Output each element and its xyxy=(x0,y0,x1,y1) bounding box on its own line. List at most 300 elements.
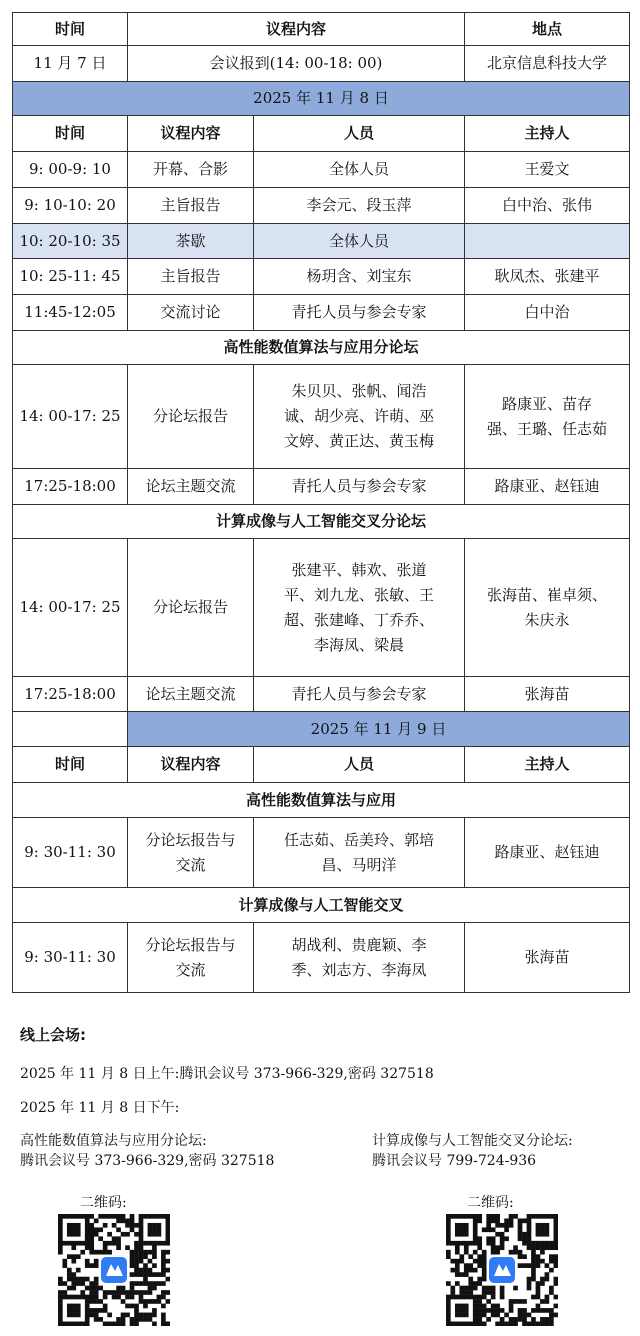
qr-module xyxy=(161,1281,166,1286)
qr-module xyxy=(473,1268,478,1273)
qr-module xyxy=(450,1295,455,1300)
qr-module xyxy=(98,1308,103,1313)
qr-module xyxy=(554,1295,558,1300)
qr-module xyxy=(94,1232,99,1237)
qr-module xyxy=(549,1317,554,1322)
qr-module xyxy=(94,1277,99,1282)
qr-module xyxy=(139,1259,144,1264)
qr-module xyxy=(143,1241,148,1246)
qr-module xyxy=(89,1227,94,1232)
qr-module xyxy=(148,1281,153,1286)
qr-module xyxy=(549,1308,554,1313)
qr-module xyxy=(464,1227,469,1232)
qr-module xyxy=(446,1317,451,1322)
qr-module xyxy=(450,1286,455,1291)
qr-module xyxy=(477,1281,482,1286)
qr-module xyxy=(464,1268,469,1273)
qr-module xyxy=(94,1299,99,1304)
qr-module xyxy=(495,1232,500,1237)
qr-module xyxy=(491,1313,496,1318)
qr-module xyxy=(148,1259,153,1264)
qr-module xyxy=(491,1236,496,1241)
qr-module xyxy=(94,1313,99,1318)
qr-module xyxy=(554,1232,558,1237)
qr-module xyxy=(527,1236,532,1241)
qr-module xyxy=(473,1322,478,1326)
qr-module xyxy=(446,1214,451,1219)
qr-module xyxy=(486,1214,491,1219)
qr-module xyxy=(143,1313,148,1318)
qr-module xyxy=(152,1227,157,1232)
qr-module xyxy=(491,1241,496,1246)
qr-module xyxy=(513,1299,518,1304)
qr-module xyxy=(531,1295,536,1300)
date-banner-blank xyxy=(13,712,128,747)
date-banner xyxy=(13,712,630,747)
qr-module xyxy=(152,1254,157,1259)
qr-module xyxy=(58,1245,63,1250)
qr-module xyxy=(152,1232,157,1237)
qr-module xyxy=(67,1304,72,1309)
qr-module xyxy=(166,1250,170,1255)
qr-module xyxy=(94,1259,99,1264)
qr-module xyxy=(468,1290,473,1295)
qr-module xyxy=(125,1295,130,1300)
qr-module xyxy=(139,1218,144,1223)
qr-module xyxy=(139,1299,144,1304)
qr-module xyxy=(85,1223,90,1228)
row-time: 11:45-12:05 xyxy=(13,295,128,331)
qr-module xyxy=(94,1295,99,1300)
qr-module xyxy=(459,1290,464,1295)
qr-module xyxy=(522,1322,527,1326)
qr-module xyxy=(482,1290,487,1295)
qr-module xyxy=(62,1259,67,1264)
qr-module xyxy=(89,1308,94,1313)
qr-module xyxy=(455,1263,460,1268)
qr-module xyxy=(446,1281,451,1286)
row-host: 张海苗 xyxy=(465,677,630,712)
qr-module xyxy=(116,1227,121,1232)
qr-module xyxy=(148,1268,153,1273)
row-host: 白中治 xyxy=(465,295,630,331)
table-row xyxy=(13,295,630,331)
qr-module xyxy=(71,1286,76,1291)
qr-module xyxy=(450,1241,455,1246)
qr-module xyxy=(130,1281,135,1286)
row-host: 王爱文 xyxy=(465,152,630,188)
qr-module xyxy=(554,1218,558,1223)
qr-module xyxy=(491,1304,496,1309)
row-content: 分论坛报告 xyxy=(128,365,254,469)
qr-module xyxy=(455,1304,460,1309)
qr-module xyxy=(130,1304,135,1309)
qr-module xyxy=(139,1250,144,1255)
qr-module xyxy=(80,1290,85,1295)
qr-module xyxy=(531,1308,536,1313)
header-host: 主持人 xyxy=(465,747,630,783)
qr-module xyxy=(112,1322,117,1326)
qr-module xyxy=(513,1286,518,1291)
qr-module xyxy=(157,1241,162,1246)
qr-module xyxy=(482,1322,487,1326)
forum-title-row xyxy=(13,331,630,365)
people-line: 张建平、韩欢、张道 xyxy=(291,560,427,579)
header-place: 地点 xyxy=(465,13,630,46)
row-host: 路康亚、赵钰迪 xyxy=(465,469,630,505)
qr-module xyxy=(540,1317,545,1322)
qr-module xyxy=(500,1295,505,1300)
qr-module xyxy=(116,1241,121,1246)
qr-module xyxy=(161,1313,166,1318)
qr-module xyxy=(134,1241,139,1246)
qr-module xyxy=(166,1214,170,1219)
qr-module xyxy=(58,1281,63,1286)
forum-title: 高性能数值算法与应用分论坛 xyxy=(13,331,630,365)
qr-code-left[interactable] xyxy=(58,1214,170,1326)
qr-module xyxy=(116,1290,121,1295)
qr-module xyxy=(107,1250,112,1255)
qr-module xyxy=(58,1218,63,1223)
qr-module xyxy=(148,1286,153,1291)
qr-module xyxy=(473,1281,478,1286)
qr-module xyxy=(446,1232,451,1237)
qr-module xyxy=(89,1281,94,1286)
online-right-forum: 计算成像与人工智能交叉分论坛: xyxy=(372,1133,573,1149)
qr-module xyxy=(139,1245,144,1250)
qr-module xyxy=(459,1241,464,1246)
qr-module xyxy=(531,1317,536,1322)
qr-module xyxy=(549,1214,554,1219)
qr-module xyxy=(130,1227,135,1232)
row-host xyxy=(465,539,630,677)
qr-module xyxy=(540,1232,545,1237)
qr-module xyxy=(67,1322,72,1326)
qr-module xyxy=(468,1214,473,1219)
qr-code-image xyxy=(446,1214,558,1326)
qr-module xyxy=(76,1277,81,1282)
qr-module xyxy=(549,1241,554,1246)
qr-module xyxy=(67,1227,72,1232)
qr-module xyxy=(157,1299,162,1304)
online-morning: 2025 年 11 月 8 日上午:腾讯会议号 373-966-329,密码 327518 xyxy=(20,1066,434,1082)
qr-module xyxy=(459,1272,464,1277)
qr-module xyxy=(112,1290,117,1295)
qr-module xyxy=(473,1218,478,1223)
qr-module xyxy=(531,1250,536,1255)
header-people: 人员 xyxy=(254,747,465,783)
content-line: 交流 xyxy=(175,855,206,874)
qr-module xyxy=(459,1322,464,1326)
table-row xyxy=(13,539,630,677)
qr-code-image xyxy=(58,1214,170,1326)
qr-module xyxy=(540,1241,545,1246)
qr-module xyxy=(536,1254,541,1259)
qr-module xyxy=(130,1272,135,1277)
qr-module xyxy=(549,1259,554,1264)
qr-module xyxy=(549,1290,554,1295)
qr-module xyxy=(67,1272,72,1277)
qr-module xyxy=(67,1223,72,1228)
qr-module xyxy=(67,1277,72,1282)
qr-module xyxy=(455,1308,460,1313)
row-people xyxy=(254,539,465,677)
qr-module xyxy=(139,1223,144,1228)
qr-module xyxy=(473,1308,478,1313)
qr-label-right: 二维码: xyxy=(467,1195,514,1211)
qr-module xyxy=(134,1313,139,1318)
qr-module xyxy=(148,1290,153,1295)
qr-module xyxy=(161,1290,166,1295)
qr-module xyxy=(62,1281,67,1286)
qr-module xyxy=(121,1322,126,1326)
qr-module xyxy=(459,1295,464,1300)
qr-module xyxy=(536,1245,541,1250)
qr-module xyxy=(473,1304,478,1309)
table-row xyxy=(13,46,630,82)
qr-module xyxy=(85,1304,90,1309)
qr-module xyxy=(536,1290,541,1295)
qr-module xyxy=(509,1214,514,1219)
qr-module xyxy=(116,1236,121,1241)
qr-module xyxy=(531,1214,536,1219)
qr-code-right[interactable] xyxy=(446,1214,558,1326)
qr-module xyxy=(545,1272,550,1277)
qr-module xyxy=(161,1268,166,1273)
qr-module xyxy=(446,1223,451,1228)
header-content: 议程内容 xyxy=(128,116,254,152)
qr-module xyxy=(531,1259,536,1264)
qr-module xyxy=(116,1218,121,1223)
qr-module xyxy=(536,1286,541,1291)
qr-module xyxy=(482,1313,487,1318)
qr-module xyxy=(464,1290,469,1295)
qr-module xyxy=(71,1277,76,1282)
qr-module xyxy=(112,1214,117,1219)
qr-module xyxy=(486,1223,491,1228)
qr-module xyxy=(491,1295,496,1300)
qr-module xyxy=(540,1223,545,1228)
qr-module xyxy=(468,1322,473,1326)
qr-module xyxy=(554,1304,558,1309)
qr-module xyxy=(125,1232,130,1237)
qr-module xyxy=(549,1245,554,1250)
qr-module xyxy=(103,1322,108,1326)
qr-module xyxy=(545,1223,550,1228)
table-row xyxy=(13,923,630,993)
qr-module xyxy=(509,1223,514,1228)
qr-module xyxy=(121,1218,126,1223)
qr-module xyxy=(527,1245,532,1250)
qr-module xyxy=(495,1304,500,1309)
host-line: 张海苗、崔卓须、 xyxy=(487,585,608,604)
qr-module xyxy=(464,1263,469,1268)
qr-module xyxy=(85,1259,90,1264)
qr-module xyxy=(450,1290,455,1295)
qr-module xyxy=(536,1281,541,1286)
forum-title: 计算成像与人工智能交叉 xyxy=(13,888,630,923)
qr-module xyxy=(518,1263,523,1268)
qr-module xyxy=(464,1295,469,1300)
qr-module xyxy=(495,1308,500,1313)
qr-module xyxy=(446,1241,451,1246)
qr-module xyxy=(473,1241,478,1246)
qr-module xyxy=(500,1245,505,1250)
header-content: 议程内容 xyxy=(128,13,465,46)
qr-module xyxy=(500,1290,505,1295)
qr-module xyxy=(89,1236,94,1241)
header-content: 议程内容 xyxy=(128,747,254,783)
qr-module xyxy=(152,1308,157,1313)
qr-module xyxy=(500,1241,505,1246)
qr-module xyxy=(134,1308,139,1313)
qr-module xyxy=(518,1236,523,1241)
qr-module xyxy=(71,1322,76,1326)
qr-module xyxy=(89,1250,94,1255)
qr-module xyxy=(148,1299,153,1304)
qr-module xyxy=(527,1313,532,1318)
qr-module xyxy=(98,1236,103,1241)
qr-module xyxy=(103,1250,108,1255)
qr-module xyxy=(459,1286,464,1291)
row-content: 开幕、合影 xyxy=(128,152,254,188)
qr-module xyxy=(67,1232,72,1237)
qr-module xyxy=(161,1322,166,1326)
qr-module xyxy=(527,1232,532,1237)
qr-module xyxy=(468,1268,473,1273)
qr-module xyxy=(500,1223,505,1228)
qr-module xyxy=(495,1218,500,1223)
registration-place: 北京信息科技大学 xyxy=(465,46,630,82)
qr-module xyxy=(85,1295,90,1300)
qr-module xyxy=(446,1236,451,1241)
header-time: 时间 xyxy=(13,747,128,783)
qr-module xyxy=(67,1254,72,1259)
qr-module xyxy=(112,1236,117,1241)
qr-module xyxy=(554,1254,558,1259)
qr-module xyxy=(482,1295,487,1300)
qr-module xyxy=(107,1322,112,1326)
qr-module xyxy=(455,1223,460,1228)
qr-module xyxy=(71,1308,76,1313)
qr-module xyxy=(545,1214,550,1219)
qr-module xyxy=(116,1322,121,1326)
content-line: 分论坛报告与 xyxy=(145,935,236,954)
qr-module xyxy=(107,1290,112,1295)
qr-module xyxy=(76,1241,81,1246)
qr-module xyxy=(71,1223,76,1228)
people-line: 超、张建峰、丁乔乔、 xyxy=(284,610,435,629)
qr-module xyxy=(500,1232,505,1237)
qr-module xyxy=(513,1245,518,1250)
qr-module xyxy=(495,1223,500,1228)
qr-module xyxy=(85,1313,90,1318)
qr-module xyxy=(459,1308,464,1313)
qr-module xyxy=(139,1281,144,1286)
qr-module xyxy=(130,1218,135,1223)
qr-module xyxy=(139,1214,144,1219)
qr-module xyxy=(549,1254,554,1259)
row-people: 李会元、段玉萍 xyxy=(254,188,465,224)
qr-module xyxy=(152,1281,157,1286)
qr-module xyxy=(491,1308,496,1313)
qr-module xyxy=(509,1308,514,1313)
qr-module xyxy=(157,1281,162,1286)
qr-module xyxy=(513,1250,518,1255)
qr-module xyxy=(468,1295,473,1300)
row-content: 主旨报告 xyxy=(128,188,254,224)
qr-module xyxy=(134,1281,139,1286)
qr-module xyxy=(477,1277,482,1282)
qr-module xyxy=(67,1313,72,1318)
qr-module xyxy=(468,1281,473,1286)
qr-module xyxy=(67,1295,72,1300)
qr-module xyxy=(518,1308,523,1313)
qr-module xyxy=(473,1317,478,1322)
qr-module xyxy=(134,1259,139,1264)
qr-module xyxy=(473,1236,478,1241)
qr-module xyxy=(58,1295,63,1300)
qr-module xyxy=(139,1232,144,1237)
qr-module xyxy=(85,1232,90,1237)
qr-module xyxy=(121,1214,126,1219)
qr-module xyxy=(468,1254,473,1259)
qr-module xyxy=(94,1317,99,1322)
forum-title-row xyxy=(13,888,630,923)
people-line: 昌、马明洋 xyxy=(321,855,397,874)
qr-module xyxy=(76,1227,81,1232)
row-time: 10: 25-11: 45 xyxy=(13,259,128,295)
qr-module xyxy=(540,1245,545,1250)
qr-module xyxy=(513,1322,518,1326)
qr-module xyxy=(143,1290,148,1295)
qr-module xyxy=(148,1272,153,1277)
qr-module xyxy=(116,1245,121,1250)
qr-module xyxy=(554,1263,558,1268)
qr-module xyxy=(143,1214,148,1219)
qr-module xyxy=(130,1317,135,1322)
qr-module xyxy=(130,1254,135,1259)
qr-module xyxy=(504,1218,509,1223)
qr-module xyxy=(545,1232,550,1237)
qr-module xyxy=(125,1245,130,1250)
people-line: 文婷、黄正达、黄玉梅 xyxy=(284,432,435,450)
qr-module xyxy=(509,1250,514,1255)
qr-module xyxy=(473,1313,478,1318)
qr-module xyxy=(130,1322,135,1326)
qr-module xyxy=(85,1214,90,1219)
qr-module xyxy=(473,1299,478,1304)
qr-module xyxy=(121,1313,126,1318)
qr-module xyxy=(58,1214,63,1219)
qr-module xyxy=(80,1295,85,1300)
qr-module xyxy=(459,1223,464,1228)
qr-module xyxy=(58,1227,63,1232)
qr-module xyxy=(121,1232,126,1237)
qr-module xyxy=(143,1254,148,1259)
qr-module xyxy=(89,1295,94,1300)
table-row xyxy=(13,188,630,224)
qr-module xyxy=(161,1317,166,1322)
qr-module xyxy=(80,1322,85,1326)
qr-module xyxy=(536,1223,541,1228)
qr-module xyxy=(527,1241,532,1246)
host-line: 朱庆永 xyxy=(524,610,570,629)
table-row xyxy=(13,818,630,888)
qr-module xyxy=(121,1286,126,1291)
qr-module xyxy=(482,1263,487,1268)
qr-module xyxy=(486,1236,491,1241)
